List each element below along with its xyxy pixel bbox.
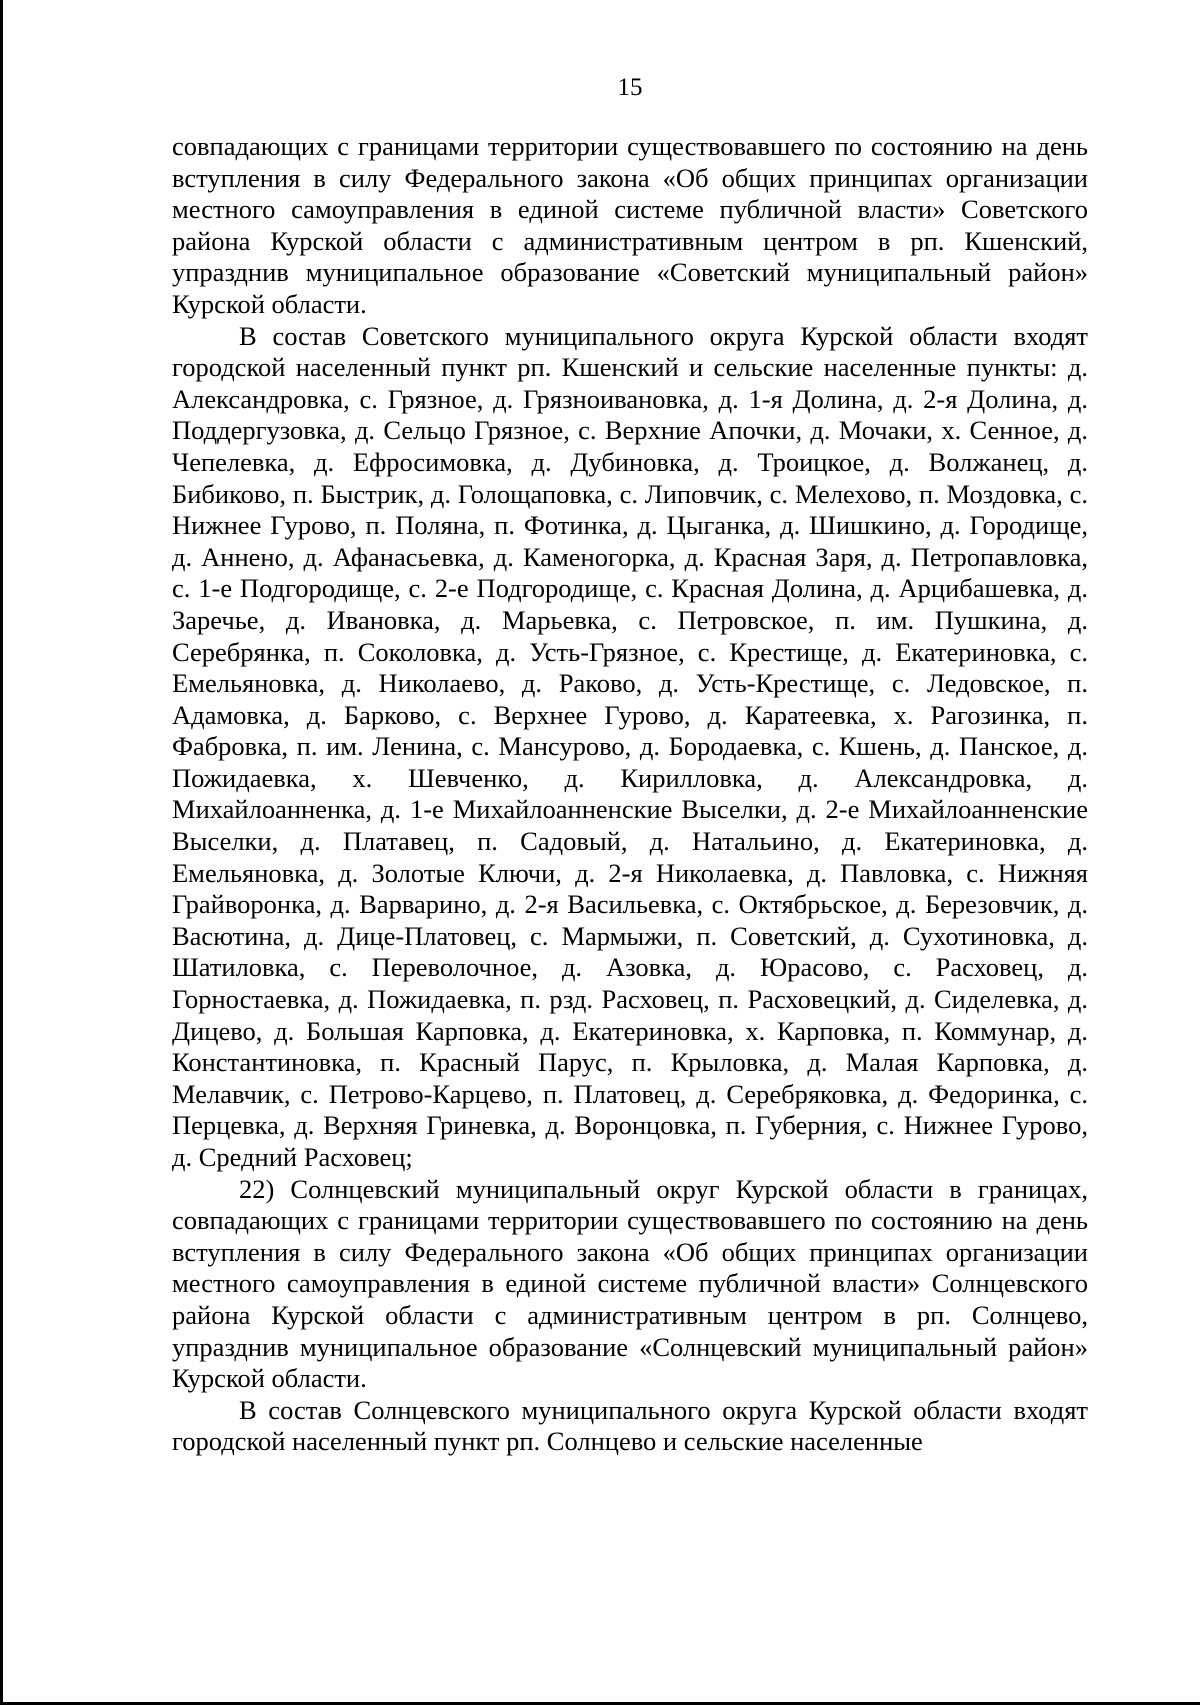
paragraph-solntsevsky-settlements: В состав Солнцевского муниципального округа Курской области входят городской населенный пункт рп. Солнцево и сельские населенные xyxy=(172,1394,1088,1457)
scan-left-edge xyxy=(0,0,3,1705)
paragraph-item-22: 22) Солнцевский муниципальный округ Курской области в границах, совпадающих с границами территории существовавшего по состоянию на день вступления в силу Федерального закона «Об общих принципах организации местного самоуправления в единой системе публичной власти» Солнцевского района Курской области с административным центром в рп. Солнцево, упразднив муниципальное образование «Солнцевский муниципальный район» Курской области. xyxy=(172,1173,1088,1394)
paragraph-sovetsky-settlements: В состав Советского муниципального округа Курской области входят городской населенный пункт рп. Кшенский и сельские населенные пункты: д. Александровка, с. Грязное, д. Грязноивановка, д. 1-я Долина, д. 2-я Долина, д. Поддергузовка, д. Сельцо Грязное, с. Верхние Апочки, д. Мочаки, х. Сенное, д. Чепелевка, д. Ефросимовка, д. Дубиновка, д. Троицкое, д. Волжанец, д. Бибиково, п. Быстрик, д. Голощаповка, с. Липовчик, с. Мелехово, п. Моздовка, с. Нижнее Гурово, п. Поляна, п. Фотинка, д. Цыганка, д. Шишкино, д. Городище, д. Аннено, д. Афанасьевка, д. Каменогорка, д. Красная Заря, д. Петропавловка, с. 1-е Подгородище, с. 2-е Подгородище, с. Красная Долина, д. Арцибашевка, д. Заречье, д. Ивановка, д. Марьевка, с. Петровское, п. им. Пушкина, д. Серебрянка, п. Соколовка, д. Усть-Грязное, с. Крестище, д. Екатериновка, с. Емельяновка, д. Николаево, д. Раково, д. Усть-Крестище, с. Ледовское, п. Адамовка, д. Барково, с. Верхнее Гурово, д. Каратеевка, х. Рагозинка, п. Фабровка, п. им. Ленина, с. Мансурово, д. Бородаевка, с. Кшень, д. Панское, д. Пожидаевка, х. Шевченко, д. Кирилловка, д. Александровка, д. Михайлоанненка, д. 1-е Михайлоанненские Выселки, д. 2-е Михайлоанненские Выселки, д. Платавец, п. Садовый, д. Натальино, д. Екатериновка, д. Емельяновка, д. Золотые Ключи, д. 2-я Николаевка, д. Павловка, с. Нижняя Грайворонка, д. Варварино, д. 2-я Васильевка, с. Октябрьское, д. Березовчик, д. Васютина, д. Дице-Платовец, с. Мармыжи, п. Советский, д. Сухотиновка, д. Шатиловка, с. Переволочное, д. Азовка, д. Юрасово, с. Расховец, д. Горностаевка, д. Пожидаевка, п. рзд. Расховец, п. Расховецкий, д. Сиделевка, д. Дицево, д. Большая Карповка, д. Екатериновка, х. Карповка, п. Коммунар, д. Константиновка, п. Красный Парус, п. Крыловка, д. Малая Карповка, д. Мелавчик, с. Петрово-Карцево, п. Платовец, д. Серебряковка, д. Федоринка, с. Перцевка, д. Верхняя Гриневка, д. Воронцовка, п. Губерния, с. Нижнее Гурово, д. Средний Расховец; xyxy=(172,320,1088,1172)
page-number: 15 xyxy=(617,74,643,101)
document-body xyxy=(172,131,1088,1458)
paragraph-continuation: совпадающих с границами территории существовавшего по состоянию на день вступления в силу Федерального закона «Об общих принципах организации местного самоуправления в единой системе публичной власти» Советского района Курской области с административным центром в рп. Кшенский, упразднив муниципальное образование «Советский муниципальный район» Курской области. xyxy=(172,131,1088,319)
